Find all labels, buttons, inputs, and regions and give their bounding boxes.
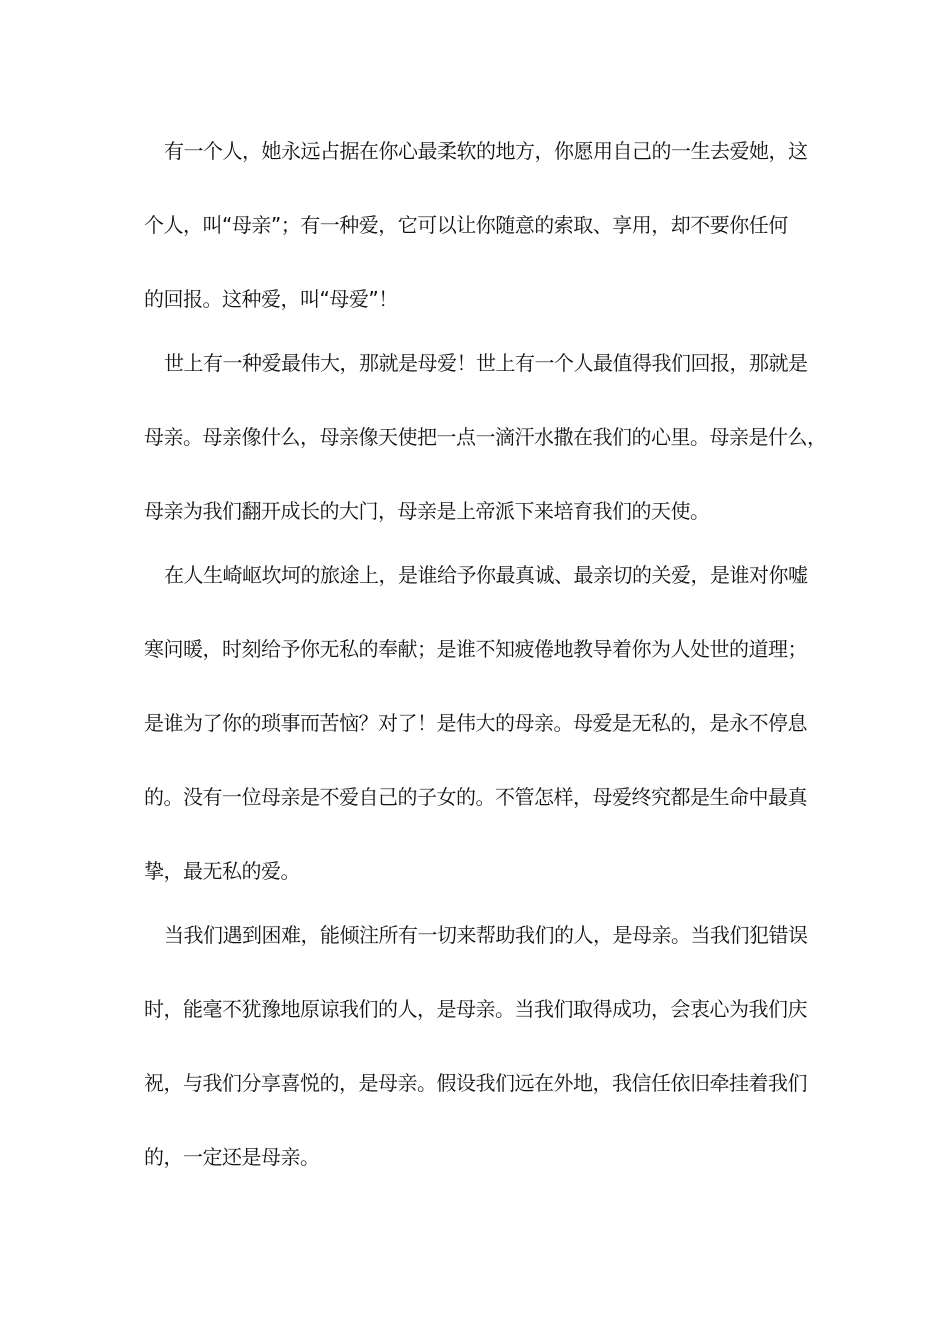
paragraph-line: 世上有一种爱最伟大，那就是母爱！世上有一个人最值得我们回报，那就是 bbox=[164, 351, 808, 375]
paragraph-1 bbox=[144, 114, 814, 326]
paragraph-line: 有一个人，她永远占据在你心最柔软的地方，你愿用自己的一生去爱她，这 bbox=[164, 139, 808, 163]
paragraph-line: 时，能毫不犹豫地原谅我们的人，是母亲。当我们取得成功，会衷心为我们庆 bbox=[144, 997, 807, 1021]
paragraph-line: 祝，与我们分享喜悦的，是母亲。假设我们远在外地，我信任依旧牵挂着我们 bbox=[144, 1071, 807, 1095]
paragraph-2 bbox=[144, 326, 827, 538]
paragraph-line: 挚，最无私的爱。 bbox=[144, 859, 300, 883]
paragraph-line: 母亲为我们翻开成长的大门，母亲是上帝派下来培育我们的天使。 bbox=[144, 499, 710, 523]
paragraph-line: 个人，叫“母亲”；有一种爱，它可以让你随意的索取、享用，却不要你任何 bbox=[144, 213, 788, 237]
paragraph-3 bbox=[144, 538, 814, 898]
paragraph-line: 寒问暖，时刻给予你无私的奉献；是谁不知疲倦地教导着你为人处世的道理； bbox=[144, 637, 807, 661]
paragraph-line: 在人生崎岖坎坷的旅途上，是谁给予你最真诚、最亲切的关爱，是谁对你嘘 bbox=[164, 563, 808, 587]
paragraph-line: 当我们遇到困难，能倾注所有一切来帮助我们的人，是母亲。当我们犯错误 bbox=[164, 923, 808, 947]
paragraph-line: 的，一定还是母亲。 bbox=[144, 1145, 320, 1169]
paragraph-line: 的回报。这种爱，叫“母爱”！ bbox=[144, 287, 398, 311]
paragraph-line: 的。没有一位母亲是不爱自己的子女的。不管怎样，母爱终究都是生命中最真 bbox=[144, 785, 807, 809]
paragraph-line: 是谁为了你的琐事而苦恼？对了！是伟大的母亲。母爱是无私的，是永不停息 bbox=[144, 711, 807, 735]
paragraph-4 bbox=[144, 898, 814, 1194]
paragraph-line: 母亲。母亲像什么，母亲像天使把一点一滴汗水撒在我们的心里。母亲是什么， bbox=[144, 425, 827, 449]
document-body bbox=[144, 114, 827, 1194]
